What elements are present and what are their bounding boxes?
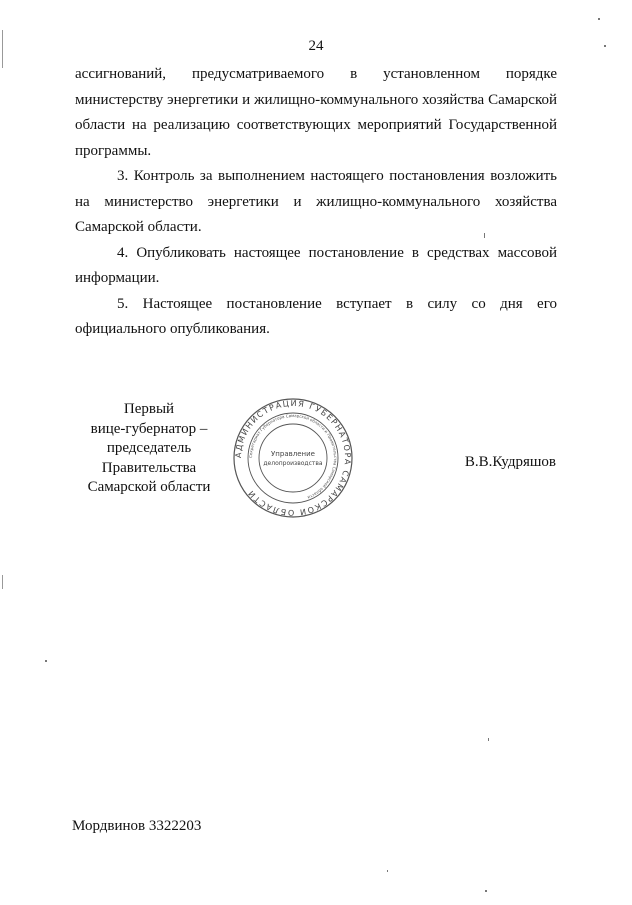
stamp-center-line: Управление xyxy=(271,450,315,458)
scan-speck xyxy=(485,890,487,892)
stamp-outer-text: АДМИНИСТРАЦИЯ ГУБЕРНАТОРА САМАРСКОЙ ОБЛАСТИ xyxy=(233,398,353,518)
scan-speck xyxy=(598,18,600,20)
official-seal-stamp xyxy=(232,397,354,519)
document-body xyxy=(75,62,557,343)
paragraph-item-4: 4. Опубликовать настоящее постановление в средствах массовой информации. xyxy=(75,244,557,286)
scan-speck xyxy=(45,660,47,662)
signatory-title-line: вице-губернатор – xyxy=(90,420,208,437)
paragraph-continuation: ассигнований, предусматриваемого в установленном порядке министерству энергетики и жилищно-коммунального хозяйства Самарской области на реализацию соответствующих мероприятий Государственной программы. xyxy=(75,66,557,159)
signatory-title-line: Первый xyxy=(123,401,175,417)
scan-speck xyxy=(488,738,489,741)
signatory-title xyxy=(60,400,238,498)
signatory-title-line: председатель Правительства xyxy=(101,440,197,476)
paragraph-item-5: 5. Настоящее постановление вступает в силу со дня его официального опубликования. xyxy=(75,295,557,337)
stamp-center-line: делопроизводства xyxy=(263,460,323,467)
scan-speck xyxy=(484,233,485,238)
stamp-inner-text: Секретариат Губернатора Самарской области и Правительства Самарской области xyxy=(247,412,339,501)
scan-edge-mark xyxy=(2,30,3,68)
paragraph-item-3: 3. Контроль за выполнением настоящего постановления возложить на министерство энергетики и жилищно-коммунального хозяйства Самарской области. xyxy=(75,168,557,235)
scan-edge-mark xyxy=(2,575,3,589)
signatory-title-line: Самарской области xyxy=(87,479,211,495)
page-number: 24 xyxy=(308,38,324,54)
scan-speck xyxy=(387,870,388,872)
executor-contact: Мордвинов 3322203 xyxy=(72,818,202,834)
scan-speck xyxy=(604,45,606,47)
signatory-name: В.В.Кудряшов xyxy=(464,454,556,470)
